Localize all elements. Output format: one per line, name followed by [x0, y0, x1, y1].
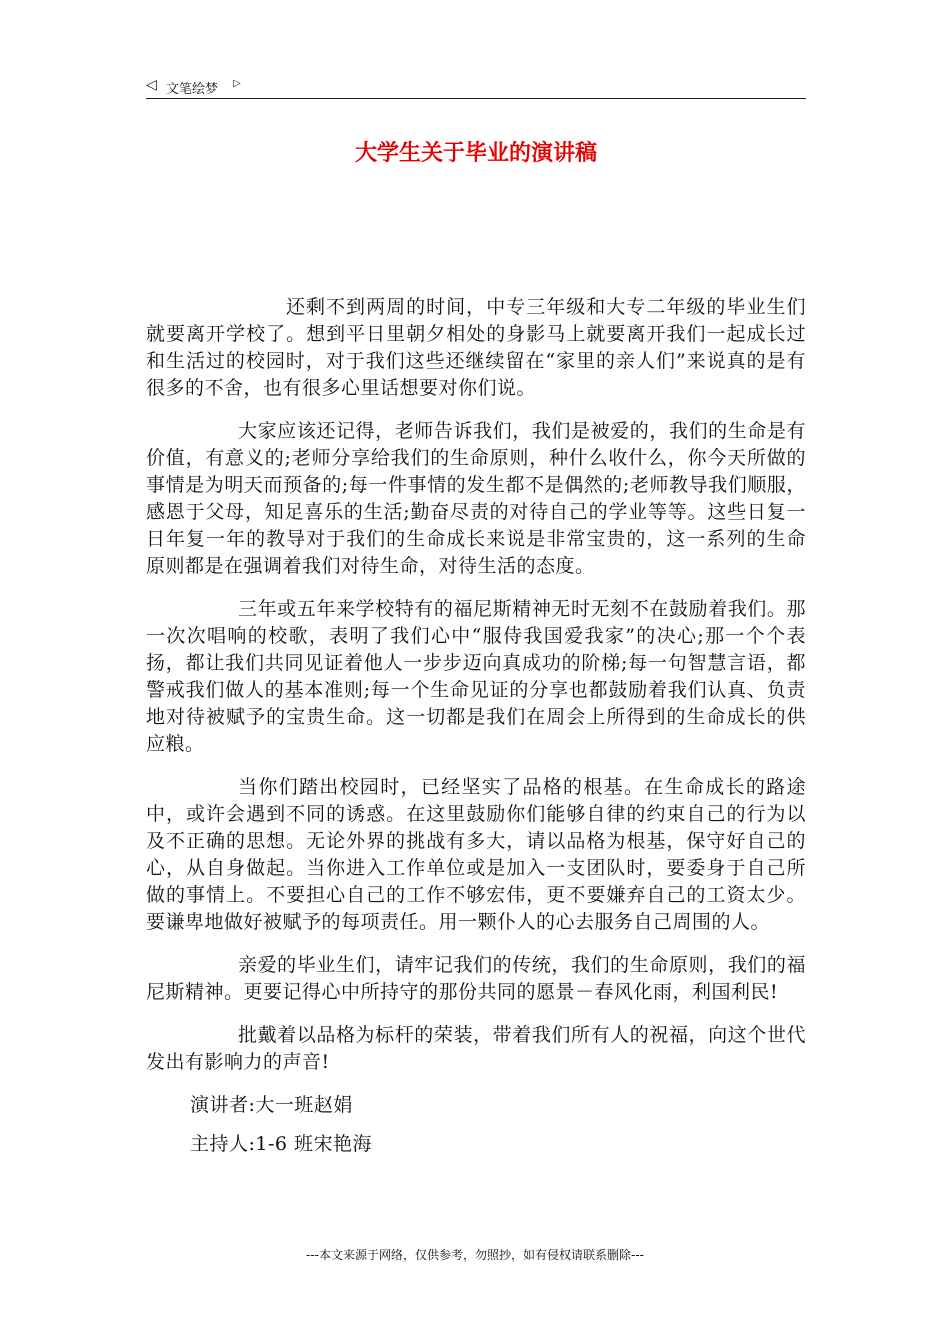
brand-label: 文笔绘梦 — [166, 82, 219, 97]
document-body — [146, 294, 806, 1170]
paragraph: 亲爱的毕业生们，请牢记我们的传统，我们的生命原则，我们的福尼斯精神。更要记得心中所持守的那份共同的愿景－春风化雨，利国利民! — [146, 954, 806, 1003]
speaker-line: 演讲者:大一班赵娟 — [190, 1094, 353, 1116]
paragraph: 当你们踏出校园时，已经坚实了品格的根基。在生命成长的路途中，或许会遇到不同的诱惑。在这里鼓励你们能够自律的约束自己的行为以及不正确的思想。无论外界的挑战有多大，请以品格为根基，保守好自己的心，从自身做起。当你进入工作单位或是加入一支团队时，要委身于自己所做的事情上。不要担心自己的工作不够宏伟，更不要嫌弃自己的工资太少。要谦卑地做好被赋予的每项责任。用一颗仆人的心去服务自己周围的人。 — [146, 776, 806, 933]
paragraph: 还剩不到两周的时间，中专三年级和大专二年级的毕业生们就要离开学校了。想到平日里朝夕相处的身影马上就要离开我们一起成长过和生活过的校园时，对于我们这些还继续留在“家里的亲人们”来说真的是有很多的不舍，也有很多心里话想要对你们说。 — [146, 296, 806, 399]
page-header — [146, 76, 806, 99]
paragraph: 三年或五年来学校特有的福尼斯精神无时无刻不在鼓励着我们。那一次次唱响的校歌，表明了我们心中“服侍我国爱我家”的决心;那一个个表扬，都让我们共同见证着他人一步步迈向真成功的阶梯;每一句智慧言语，都警戒我们做人的基本准则;每一个生命见证的分享也都鼓励着我们认真、负责地对待被赋予的宝贵生命。这一切都是我们在周会上所得到的生命成长的供应粮。 — [146, 598, 806, 755]
triangle-left-outline-icon: ◁ — [146, 77, 157, 93]
triangle-right-outline-icon: ▷ — [233, 78, 241, 89]
paragraph: 大家应该还记得，老师告诉我们，我们是被爱的，我们的生命是有价值，有意义的;老师分享给我们的生命原则，种什么收什么，你今天所做的事情是为明天而预备的;每一件事情的发生都不是偶然的;老师教导我们顺服，感恩于父母，知足喜乐的生活;勤奋尽责的对待自己的学业等等。这些日复一日年复一年的教导对于我们的生命成长来说是非常宝贵的，这一系列的生命原则都是在强调着我们对待生命，对待生活的态度。 — [146, 420, 806, 577]
document-title: 大学生关于毕业的演讲稿 — [354, 141, 597, 166]
source-notice: ---本文来源于网络，仅供参考，勿照抄，如有侵权请联系删除--- — [306, 1248, 644, 1262]
host-line: 主持人:1-6 班宋艳海 — [190, 1133, 373, 1155]
paragraph: 批戴着以品格为标杆的荣装，带着我们所有人的祝福，向这个世代发出有影响力的声音! — [146, 1024, 806, 1073]
